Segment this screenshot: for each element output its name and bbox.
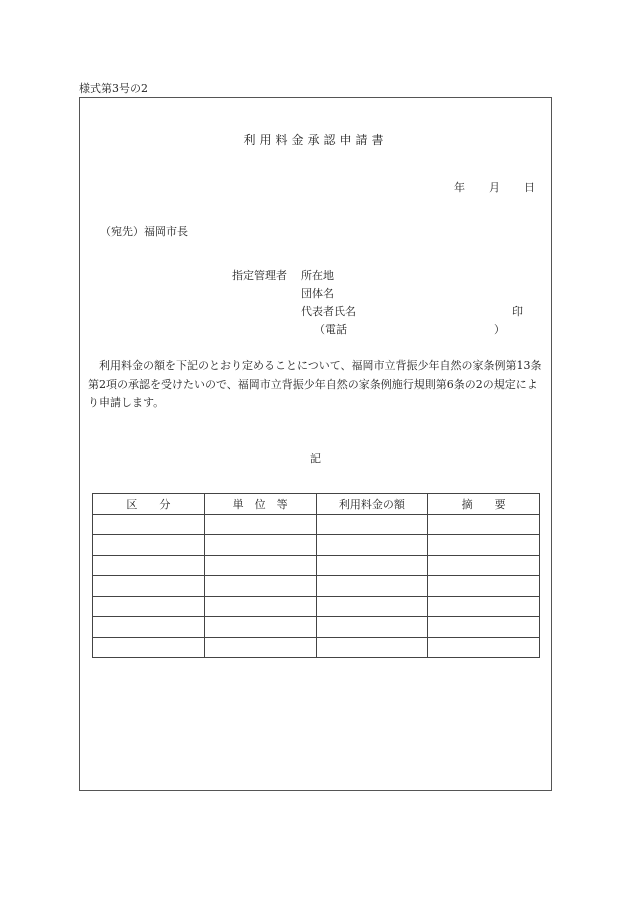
table-cell[interactable]	[316, 576, 428, 597]
representative-label: 代表者氏名	[301, 305, 356, 318]
phone-close: ）	[494, 323, 505, 336]
table-cell[interactable]	[204, 555, 316, 576]
table-cell[interactable]	[204, 617, 316, 638]
table-cell[interactable]	[428, 576, 540, 597]
table-row	[93, 514, 540, 535]
table-cell[interactable]	[316, 617, 428, 638]
table-cell[interactable]	[93, 617, 205, 638]
table-cell[interactable]	[316, 514, 428, 535]
fee-table	[92, 493, 540, 658]
header-unit: 単 位 等	[204, 494, 316, 515]
document-title: 利用料金承認申請書	[243, 133, 388, 147]
table-cell[interactable]	[428, 596, 540, 617]
date-year-label: 年	[454, 181, 465, 194]
seal-mark: 印	[512, 305, 523, 318]
table-cell[interactable]	[428, 617, 540, 638]
date-month-label: 月	[489, 181, 500, 194]
organization-label: 団体名	[301, 287, 334, 300]
table-row	[93, 576, 540, 597]
table-cell[interactable]	[316, 637, 428, 658]
phone-open: （電話	[314, 323, 347, 336]
table-cell[interactable]	[204, 637, 316, 658]
table-cell[interactable]	[428, 555, 540, 576]
table-cell[interactable]	[428, 535, 540, 556]
form-number: 様式第3号の2	[79, 82, 148, 95]
table-cell[interactable]	[204, 535, 316, 556]
table-row	[93, 535, 540, 556]
table-cell[interactable]	[204, 596, 316, 617]
table-row	[93, 617, 540, 638]
table-cell[interactable]	[316, 535, 428, 556]
date-day-label: 日	[524, 181, 535, 194]
table-cell[interactable]	[316, 555, 428, 576]
table-cell[interactable]	[428, 637, 540, 658]
form-frame	[79, 97, 552, 791]
addressee: （宛先）福岡市長	[100, 225, 188, 238]
table-cell[interactable]	[93, 514, 205, 535]
table-row	[93, 555, 540, 576]
table-cell[interactable]	[93, 535, 205, 556]
ki-heading: 記	[310, 452, 321, 465]
table-row	[93, 637, 540, 658]
table-cell[interactable]	[428, 514, 540, 535]
table-row	[93, 596, 540, 617]
table-cell[interactable]	[93, 576, 205, 597]
header-category: 区 分	[93, 494, 205, 515]
table-cell[interactable]	[93, 596, 205, 617]
table-cell[interactable]	[316, 596, 428, 617]
table-cell[interactable]	[93, 555, 205, 576]
table-header-row	[93, 494, 540, 515]
header-remarks: 摘 要	[428, 494, 540, 515]
address-label: 所在地	[301, 269, 334, 282]
header-fee-amount: 利用料金の額	[316, 494, 428, 515]
applicant-role: 指定管理者	[232, 269, 287, 282]
table-cell[interactable]	[204, 576, 316, 597]
table-cell[interactable]	[204, 514, 316, 535]
table-cell[interactable]	[93, 637, 205, 658]
body-text: 利用料金の額を下記のとおり定めることについて、福岡市立背振少年自然の家条例第13条第2項の承認を受けたいので、福岡市立背振少年自然の家条例施行規則第6条の2の規定により申請します。	[88, 359, 542, 409]
